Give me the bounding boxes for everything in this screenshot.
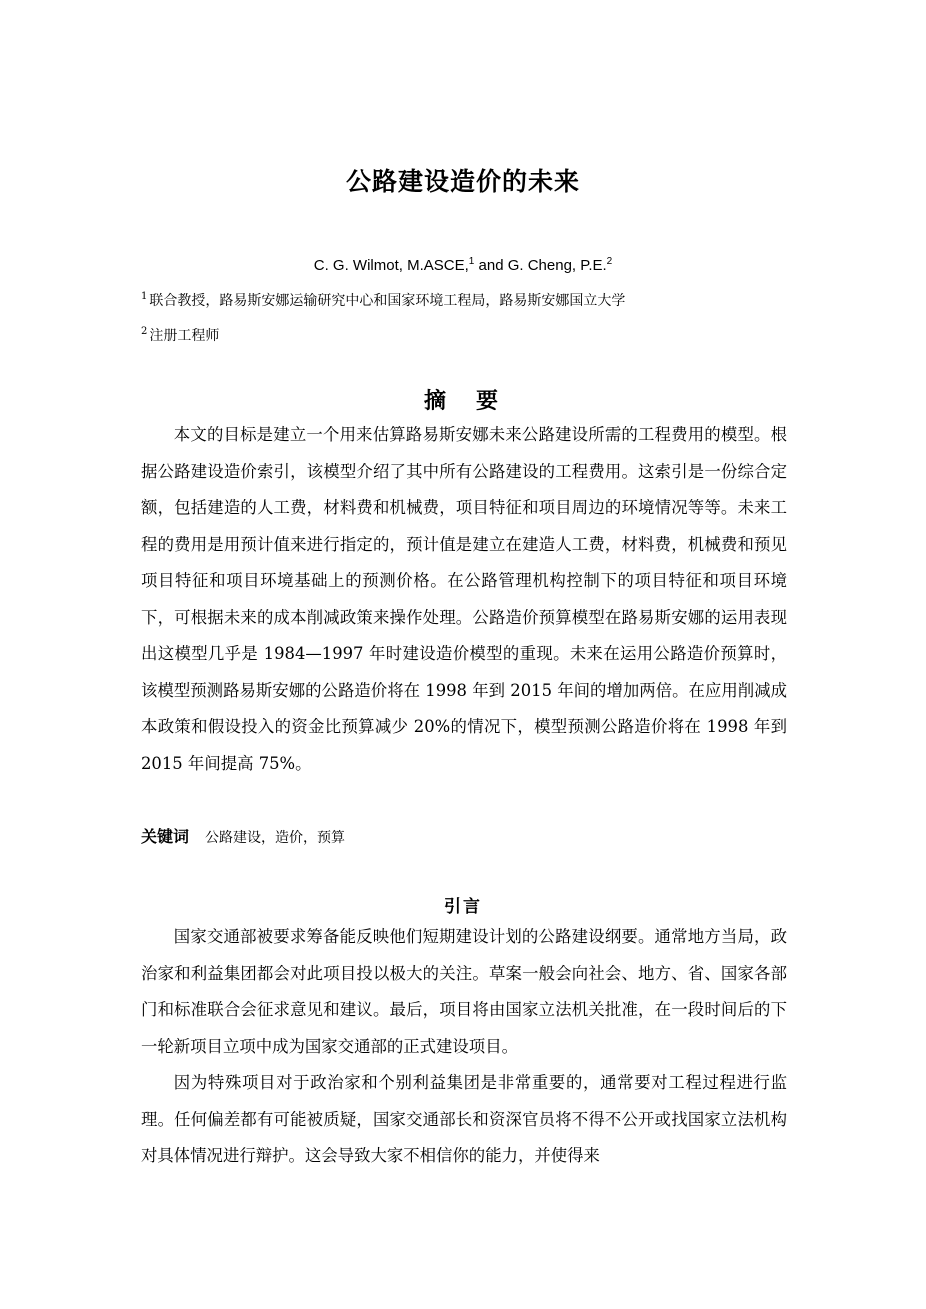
- abstract-text: 本文的目标是建立一个用来估算路易斯安娜未来公路建设所需的工程费用的模型。根据公路建设造价索引，该模型介绍了其中所有公路建设的工程费用。这索引是一份综合定额，包括建造的人工费，材料费和机械费，项目特征和项目周边的环境情况等等。未来工程的费用是用预计值来进行指定的，预计值是建立在建造人工费，材料费，机械费和预见项目特征和项目环境基础上的预测价格。在公路管理机构控制下的项目特征和项目环境下，可根据未来的成本削减政策来操作处理。公路造价预算模型在路易斯安娜的运用表现出这模型几乎是 1984—1997 年时建设造价模型的重现。未来在运用公路造价预算时，该模型预测路易斯安娜的公路造价将在 1998 年到 2015 年间的增加两倍。在应用削减成本政策和假设投入的资金比预算减少 20%的情况下，模型预测公路造价将在 1998 年到 2015 年间提高 75%。: [141, 425, 787, 773]
- abstract-heading: 摘 要: [423, 389, 502, 414]
- intro-heading: 引言: [444, 897, 482, 917]
- affiliation-1: [141, 290, 625, 310]
- affiliation-text: 联合教授，路易斯安娜运输研究中心和国家环境工程局，路易斯安娜国立大学: [149, 293, 626, 309]
- author-1-marker: 1: [468, 256, 475, 267]
- author-2: and G. Cheng, P.E.: [474, 257, 607, 274]
- affiliation-2: [141, 325, 219, 345]
- affiliation-marker: 1: [141, 291, 148, 303]
- author-line: [0, 256, 926, 274]
- keywords-label: 关键词: [141, 827, 190, 846]
- author-2-marker: 2: [606, 256, 613, 267]
- affiliation-marker: 2: [141, 326, 148, 338]
- keywords-text: 公路建设，造价，预算: [205, 830, 346, 846]
- paper-title: 公路建设造价的未来: [345, 167, 580, 196]
- affiliation-text: 注册工程师: [149, 328, 220, 344]
- author-1: C. G. Wilmot, M.ASCE,: [313, 257, 469, 274]
- keywords: [141, 824, 345, 847]
- intro-paragraph-2: 因为特殊项目对于政治家和个别利益集团是非常重要的，通常要对工程过程进行监理。任何偏差都有可能被质疑，国家交通部长和资深官员将不得不公开或找国家立法机构对具体情况进行辩护。这会导致大家不相信你的能力，并使得来: [141, 1073, 787, 1165]
- intro-paragraph-1: 国家交通部被要求筹备能反映他们短期建设计划的公路建设纲要。通常地方当局，政治家和利益集团都会对此项目投以极大的关注。草案一般会向社会、地方、省、国家各部门和标准联合会征求意见和建议。最后，项目将由国家立法机关批准，在一段时间后的下一轮新项目立项中成为国家交通部的正式建设项目。: [141, 927, 787, 1056]
